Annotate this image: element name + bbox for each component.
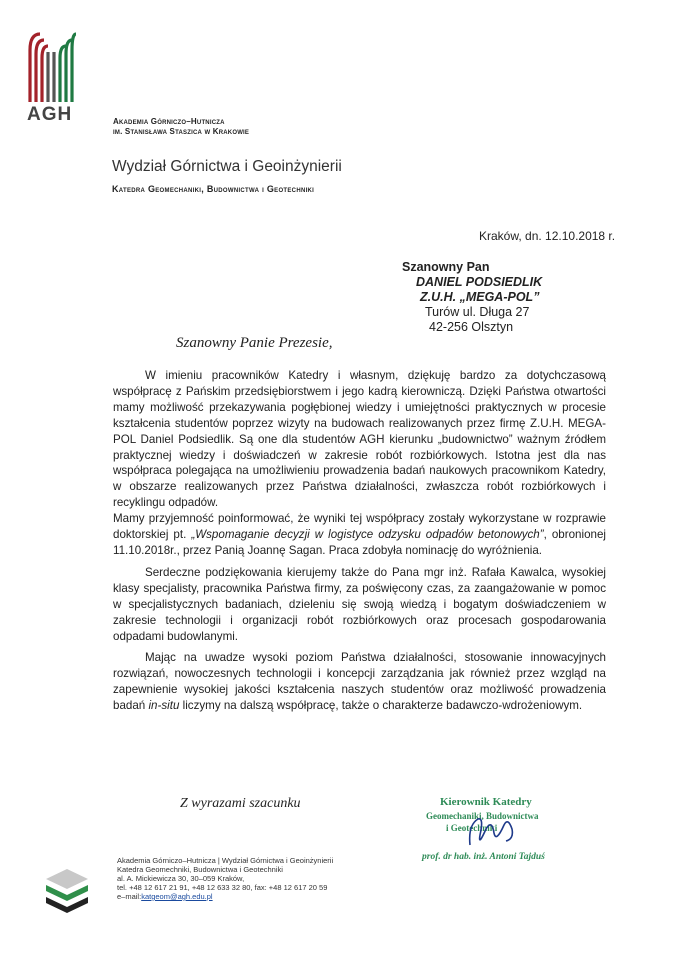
paragraph-4-text-end: liczymy na dalszą współpracę, także o charakterze badawczo-wdrożeniowym. [179,699,583,713]
footer-line-2: Katedra Geomechniki, Budownictwa i Geotechniki [117,865,283,874]
agh-logo-icon [28,30,76,102]
paragraph-2 [113,511,606,559]
email-link[interactable]: katgeom@agh.edu.pl [141,892,213,901]
in-situ-term: in-situ [148,699,180,713]
paragraph-2-text-end: , obronionej 11.10.2018r., przez Panią Joannę Sagan. Praca zdobyła nominację do wyróżnienia. [113,528,606,557]
footer-address [117,856,333,901]
footer-line-1: Akademia Górniczo–Hutnicza | Wydział Górnictwa i Geoinżynierii [117,856,334,865]
recipient-greeting: Szanowny Pan [402,260,490,274]
paragraph-2-text: Mamy przyjemność poinformować, że wyniki tej współpracy zostały wykorzystane w rozprawie doktorskiej pt. [113,512,606,542]
recipient-city: 42-256 Olsztyn [429,320,514,334]
footer-email-label: e–mail: [117,892,142,901]
department-name: Katedra Geomechaniki, Budownictwa i Geotechniki [112,184,315,194]
letter-date: Kraków, dn. 12.10.2018 r. [479,229,616,243]
stamp-department-2: i Geotechniki [446,823,498,833]
paragraph-1: W imieniu pracowników Katedry i własnym, dziękuję bardzo za dotychczasową współpracę z Pańskim przedsiębiorstwem i jego kadrą kierowniczą. Dzięki Państwa otwartości mamy możliwość przekazywania pogłębionej wiedzy i umiejętności praktycznych w procesie kształcenia studentów poprzez wizyty na budowach realizowanych przez firmę Z.U.H. MEGA-POL Daniel Podsiedlik. Są one dla studentów AGH kierunku „budownictwo” ważnym źródłem praktycznej wiedzy i doświadczeń w zakresie robót rozbiórkowych. Istotna jest dla nas współpraca polegająca na umożliwieniu prowadzenia badań naukowych pracownikom Katedry, w obszarze realizowanych przez Państwa działalności, zwłaszcza robót rozbiórkowych i recyklingu odpadów. [113,369,606,510]
university-name: Akademia Górniczo–Hutnicza [113,117,225,126]
faculty-name: Wydział Górnictwa i Geoinżynierii [112,158,342,175]
recipient-company: Z.U.H. „MEGA-POL” [420,290,540,304]
closing-phrase: Z wyrazami szacunku [180,796,301,811]
footer-email-row [117,892,333,901]
recipient-name: DANIEL PODSIEDLIK [416,275,543,289]
stamp-signatory: prof. dr hab. inż. Antoni Tajduś [422,852,545,862]
footer-line-4: tel. +48 12 617 21 91, +48 12 633 32 80, fax: +48 12 617 20 59 [117,883,328,892]
thesis-title: „Wspomaganie decyzji w logistyce odzysku odpadów betonowych” [191,528,544,542]
recipient-street: Turów ul. Długa 27 [425,305,530,319]
signature-stamp [408,785,598,870]
stamp-department: Geomechaniki, Budownictwa [426,811,539,821]
stamp-title: Kierownik Katedry [440,796,532,808]
paragraph-3: Serdeczne podziękowania kierujemy także do Pana mgr inż. Rafała Kawalca, wysokiej klasy specjalisty, pracownika Państwa firmy, za poświęcony czas, za zaangażowanie w pomoc w specjalistycznych badaniach, dzieleniu się swoją wiedzą i bogatym doświadczeniem w zakresie technologii i organizacji robót rozbiórkowych oraz procesach gospodarowania odpadami budowlanymi. [113,565,606,643]
logo-text: AGH [27,104,73,125]
footer-line-3: al. A. Mickiewicza 30, 30–059 Kraków, [117,874,245,883]
paragraph-4-text: Mając na uwadze wysoki poziom Państwa działalności, stosowanie innowacyjnych rozwiązań, nowoczesnych technologii i koncepcji zarządzania jak również przez wzgląd na zapewnienie wysokiej jakości kształcenia naszych studentów oraz możliwość prowadzenia badań [113,651,606,713]
salutation: Szanowny Panie Prezesie, [176,335,333,351]
university-patron: im. Stanisława Staszica w Krakowie [113,127,250,136]
paragraph-4 [113,650,606,714]
footer-logo-icon [42,867,92,915]
letter-body [113,368,606,714]
